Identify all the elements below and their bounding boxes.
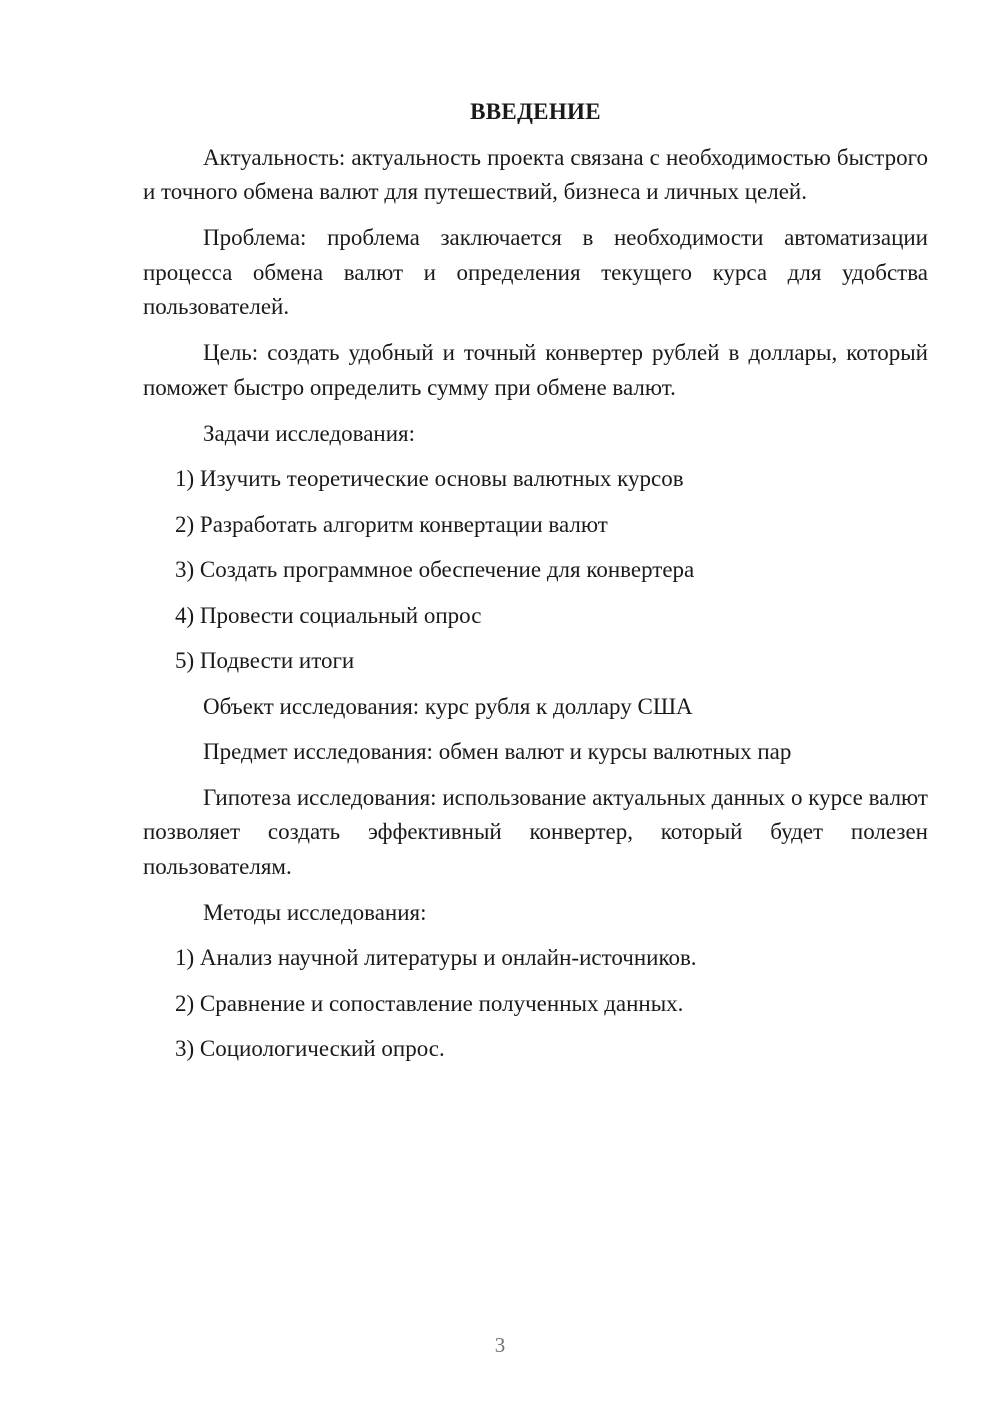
list-item: 2) Сравнение и сопоставление полученных данных. <box>175 990 684 1016</box>
hypothesis-paragraph: Гипотеза исследования: использование актуальных данных о курсе валют позволяет создать эффективный конвертер, который будет полезен пользователям. <box>143 784 928 879</box>
list-item: 5) Подвести итоги <box>175 648 355 673</box>
page-number: 3 <box>494 1333 506 1357</box>
goal-paragraph: Цель: создать удобный и точный конвертер рублей в доллары, который поможет быстро определить сумму при обмене валют. <box>143 340 928 400</box>
section-title: ВВЕДЕНИЕ <box>470 99 601 124</box>
relevance-paragraph: Актуальность: актуальность проекта связана с необходимостью быстрого и точного обмена валют для путешествий, бизнеса и личных целей. <box>143 144 928 204</box>
list-item: 4) Провести социальный опрос <box>175 602 482 628</box>
document-page <box>143 95 928 1078</box>
list-item: 1) Изучить теоретические основы валютных курсов <box>175 466 684 491</box>
tasks-list <box>143 462 928 679</box>
methods-list <box>143 941 928 1067</box>
object-line: Объект исследования: курс рубля к доллару США <box>203 693 693 719</box>
list-item: 1) Анализ научной литературы и онлайн-источников. <box>175 945 697 970</box>
problem-paragraph: Проблема: проблема заключается в необходимости автоматизации процесса обмена валют и определения текущего курса для удобства пользователей. <box>143 225 928 319</box>
list-item: 2) Разработать алгоритм конвертации валют <box>175 511 608 537</box>
list-item: 3) Социологический опрос. <box>175 1036 445 1061</box>
tasks-heading: Задачи исследования: <box>203 420 416 446</box>
methods-heading: Методы исследования: <box>203 899 427 925</box>
list-item: 3) Создать программное обеспечение для конвертера <box>175 557 695 582</box>
subject-line: Предмет исследования: обмен валют и курсы валютных пар <box>203 739 792 764</box>
